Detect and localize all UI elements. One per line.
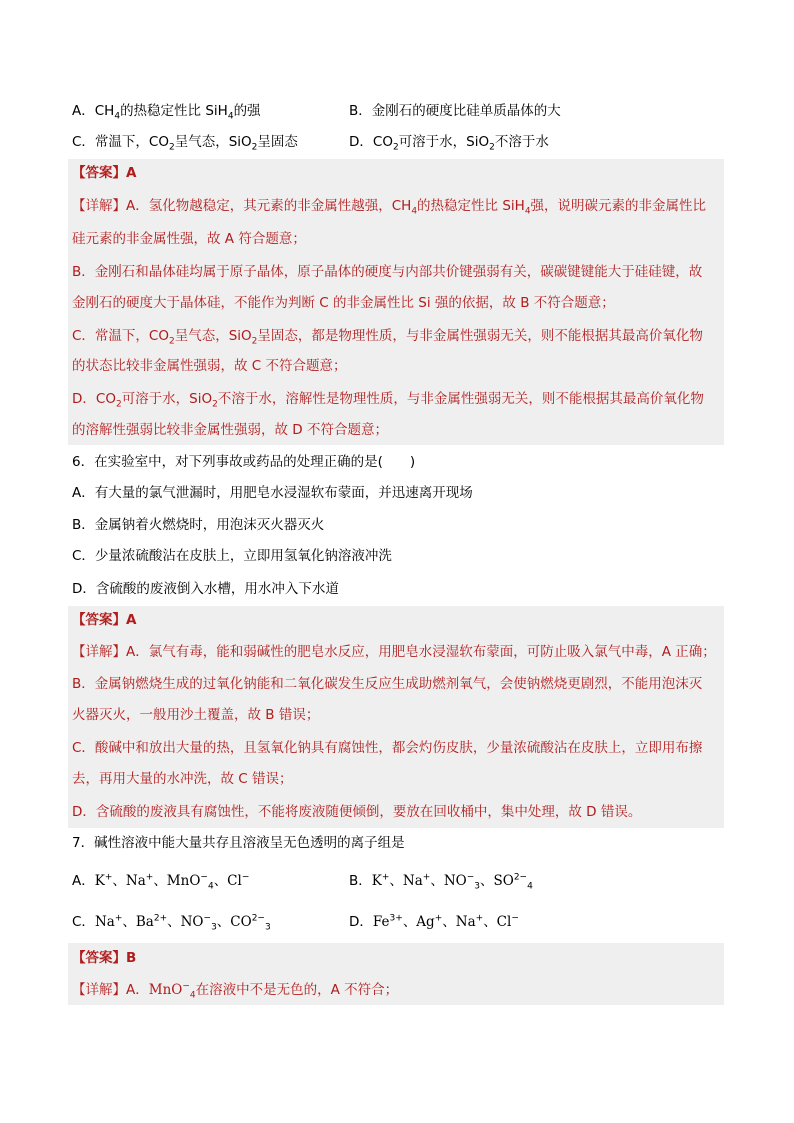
q5-detail-d-line2: 的溶解性强弱比较非金属性强弱，故 D 不符合题意； [72, 422, 388, 438]
q5-option-c: C．常温下，$CO_2$呈气态，SiO$_2$呈固态 [72, 134, 298, 153]
q5-answer: 【答案】A [72, 165, 137, 181]
q6-detail-b-line1: B．金属钠燃烧生成的过氧化钠能和二氧化碳发生反应生成助燃剂氧气，会使钠燃烧更剧烈，不能用泡沫灭 [72, 676, 703, 692]
q7-option-a: A．K+、Na+、MnO−$_4$、Cl− [72, 872, 250, 892]
q6-option-a: A．有大量的氯气泄漏时，用肥皂水浸湿软布蒙面，并迅速离开现场 [72, 485, 473, 501]
q7-option-d: D．$Fe^{3+}$、Ag+、Na+、Cl− [349, 913, 519, 930]
q5-detail-a-line1: 【详解】A．氢化物越稳定，其元素的非金属性越强，$CH_4$的热稳定性比 SiH$_4$强，说明碳元素的非金属性比 [72, 198, 707, 217]
q6-option-b: B．金属钠着火燃烧时，用泡沫灭火器灭火 [72, 517, 325, 533]
q5-option-b: B．金刚石的硬度比硅单质晶体的大 [349, 103, 561, 119]
q6-detail-c-line2: 去，再用大量的水冲洗，故 C 错误； [72, 771, 293, 787]
q5-detail-c-line1: C．常温下，$CO_2$呈气态，SiO$_2$呈固态，都是物理性质，与非金属性强弱无关，则不能根据其最高价氧化物 [72, 328, 703, 347]
q5-detail-d-line1: D．$CO_2$可溶于水，SiO$_2$不溶于水，溶解性是物理性质，与非金属性强弱无关，则不能根据其最高价氧化物 [72, 391, 704, 410]
q5-detail-b-line1: B．金刚石和晶体硅均属于原子晶体，原子晶体的硬度与内部共价键强弱有关，碳碳键键能大于硅硅键，故 [72, 264, 703, 280]
q6-option-d: D．含硫酸的废液倒入水槽，用水冲入下水道 [72, 581, 339, 597]
q6-detail-a-line1: 【详解】A．氯气有毒，能和弱碱性的肥皂水反应，用肥皂水浸湿软布蒙面，可防止吸入氯气中毒，A 正确； [72, 644, 716, 660]
q5-detail-b-line2: 金刚石的硬度大于晶体硅，不能作为判断 C 的非金属性比 Si 强的依据，故 B 不符合题意； [72, 295, 615, 311]
q6-detail-d-line1: D．含硫酸的废液具有腐蚀性，不能将废液随便倾倒，要放在回收桶中，集中处理，故 D 错误。 [72, 804, 642, 820]
q6-stem: 6．在实验室中，对下列事故或药品的处理正确的是( ) [72, 454, 416, 470]
q6-option-c: C．少量浓硫酸沾在皮肤上，立即用氢氧化钠溶液冲洗 [72, 548, 392, 564]
q6-detail-c-line1: C．酸碱中和放出大量的热，且氢氧化钠具有腐蚀性，都会灼伤皮肤，少量浓硫酸沾在皮肤上，立即用布擦 [72, 740, 703, 756]
q5-detail-c-line2: 的状态比较非金属性强弱，故 C 不符合题意； [72, 358, 347, 374]
q6-answer: 【答案】A [72, 612, 137, 628]
q7-option-c: C．Na+、$Ba^{2+}$、$NO^-_3$、$CO^{2-}_3$ [72, 913, 271, 933]
q7-detail-a-line1: 【详解】A．MnO−$_4$在溶液中不是无色的，A 不符合； [72, 981, 399, 1001]
q7-answer: 【答案】B [72, 950, 137, 966]
q5-option-a: A．$CH_4$的热稳定性比 SiH$_4$的强 [72, 103, 261, 122]
q7-option-b: B．K+、Na+、$NO^-_3$、$SO^{2-}_4$ [349, 872, 533, 892]
q5-detail-a-line2: 硅元素的非金属性强，故 A 符合题意； [72, 231, 306, 247]
q7-stem: 7．碱性溶液中能大量共存且溶液呈无色透明的离子组是 [72, 835, 405, 851]
q5-option-d: D．$CO_2$可溶于水，SiO$_2$不溶于水 [349, 134, 549, 153]
q6-detail-b-line2: 火器灭火，一般用沙土覆盖，故 B 错误； [72, 707, 320, 723]
